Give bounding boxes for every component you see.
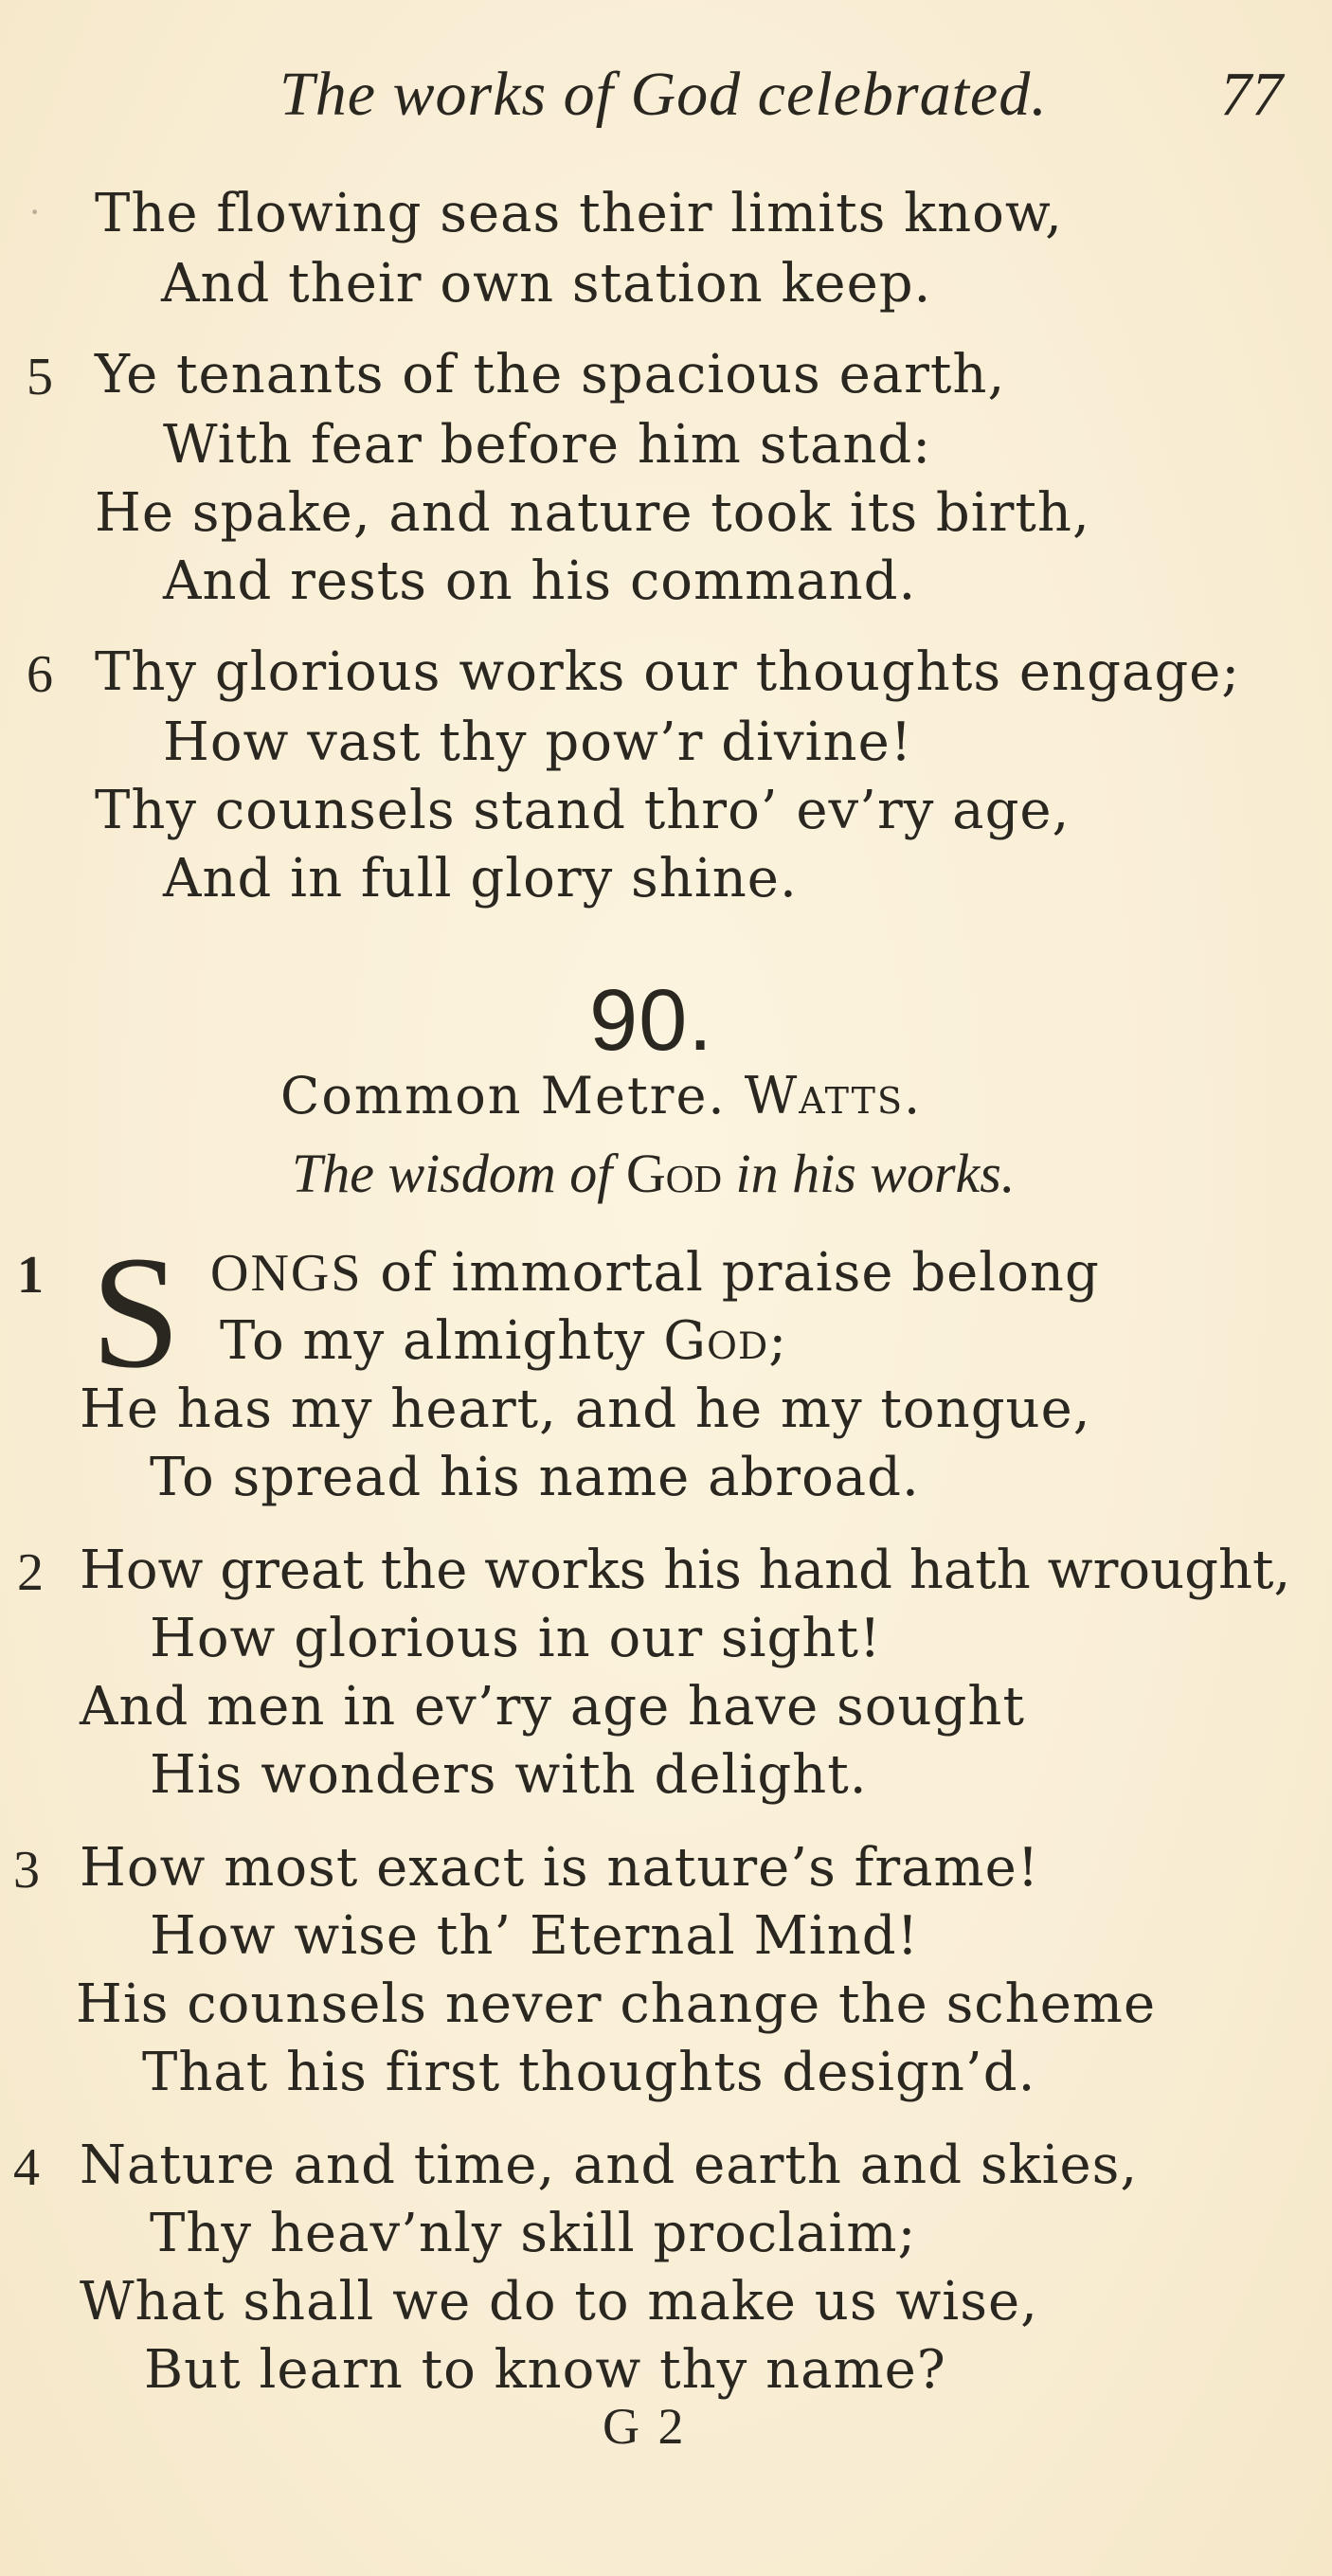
signature-mark: G 2: [603, 2398, 687, 2455]
stanza-line: How most exact is nature’s frame!: [80, 1837, 1040, 1899]
stanza-line: How glorious in our sight!: [150, 1608, 882, 1669]
stanza-line: How wise th’ Eternal Mind!: [150, 1905, 920, 1967]
stanza-line: How great the works his hand hath wrought,: [80, 1540, 1291, 1601]
stanza-line: But learn to know thy name?: [144, 2339, 946, 2401]
stanza-line: Thy counsels stand thro’ ev’ry age,: [95, 780, 1071, 841]
stanza-line: To spread his name abroad.: [150, 1447, 920, 1508]
continuation-mark: ·: [28, 190, 42, 233]
line-punct: ;: [768, 1310, 788, 1372]
first-word: ONGS: [210, 1244, 363, 1303]
meter-name: Common: [280, 1066, 523, 1126]
stanza-line: With fear before him stand:: [163, 414, 932, 476]
line-text: To my almighty: [220, 1310, 646, 1372]
stanza-line: And men in ev’ry age have sought: [80, 1676, 1025, 1738]
stanza-line: Nature and time, and earth and skies,: [80, 2135, 1139, 2196]
stanza-number: 3: [13, 1841, 40, 1900]
hymn-number: 90.: [589, 972, 713, 1069]
first-line-rest: of immortal praise belong: [380, 1242, 1100, 1304]
stanza-line: How vast thy pow’r divine!: [163, 712, 913, 773]
stanza-number: 2: [17, 1543, 44, 1602]
hymn-subtitle: [292, 1142, 1015, 1205]
stanza-line: Ye tenants of the spacious earth,: [95, 344, 1006, 405]
meter-word: Metre.: [540, 1066, 727, 1126]
running-title: The works of God celebrated.: [279, 60, 1048, 129]
subtitle-pre: The wisdom of: [292, 1143, 613, 1204]
stanza-line: Thy heav’nly skill proclaim;: [150, 2203, 917, 2264]
stanza-line: He has my heart, and he my tongue,: [80, 1378, 1091, 1440]
stanza-line: That his first thoughts design’d.: [142, 2042, 1036, 2103]
continued-line: The flowing seas their limits know,: [95, 183, 1063, 244]
subtitle-god: God: [625, 1143, 722, 1204]
stanza-number: 6: [27, 645, 53, 704]
stanza-line: And in full glory shine.: [163, 848, 798, 910]
subtitle-post: in his works.: [735, 1143, 1016, 1204]
stanza-line: His counsels never change the scheme: [76, 1973, 1157, 2035]
drop-cap: S: [91, 1223, 181, 1401]
stanza-line: His wonders with delight.: [150, 1744, 868, 1806]
stanza-line: He spake, and nature took its birth,: [95, 482, 1090, 544]
meter-line: [280, 1066, 922, 1126]
stanza-line: Thy glorious works our thoughts engage;: [95, 641, 1241, 703]
hymn-author: Watts.: [744, 1066, 923, 1126]
stanza-line: What shall we do to make us wise,: [80, 2271, 1038, 2333]
continued-line: And their own station keep.: [161, 253, 932, 315]
god-word: God: [663, 1310, 769, 1372]
stanza-number: 5: [27, 348, 53, 406]
stanza-line: And rests on his command.: [163, 550, 917, 612]
stanza-line: [210, 1242, 1100, 1304]
stanza-line: [220, 1310, 788, 1372]
stanza-number: 1: [17, 1246, 44, 1305]
stanza-number: 4: [13, 2138, 40, 2197]
page-number: 77: [1220, 60, 1283, 129]
